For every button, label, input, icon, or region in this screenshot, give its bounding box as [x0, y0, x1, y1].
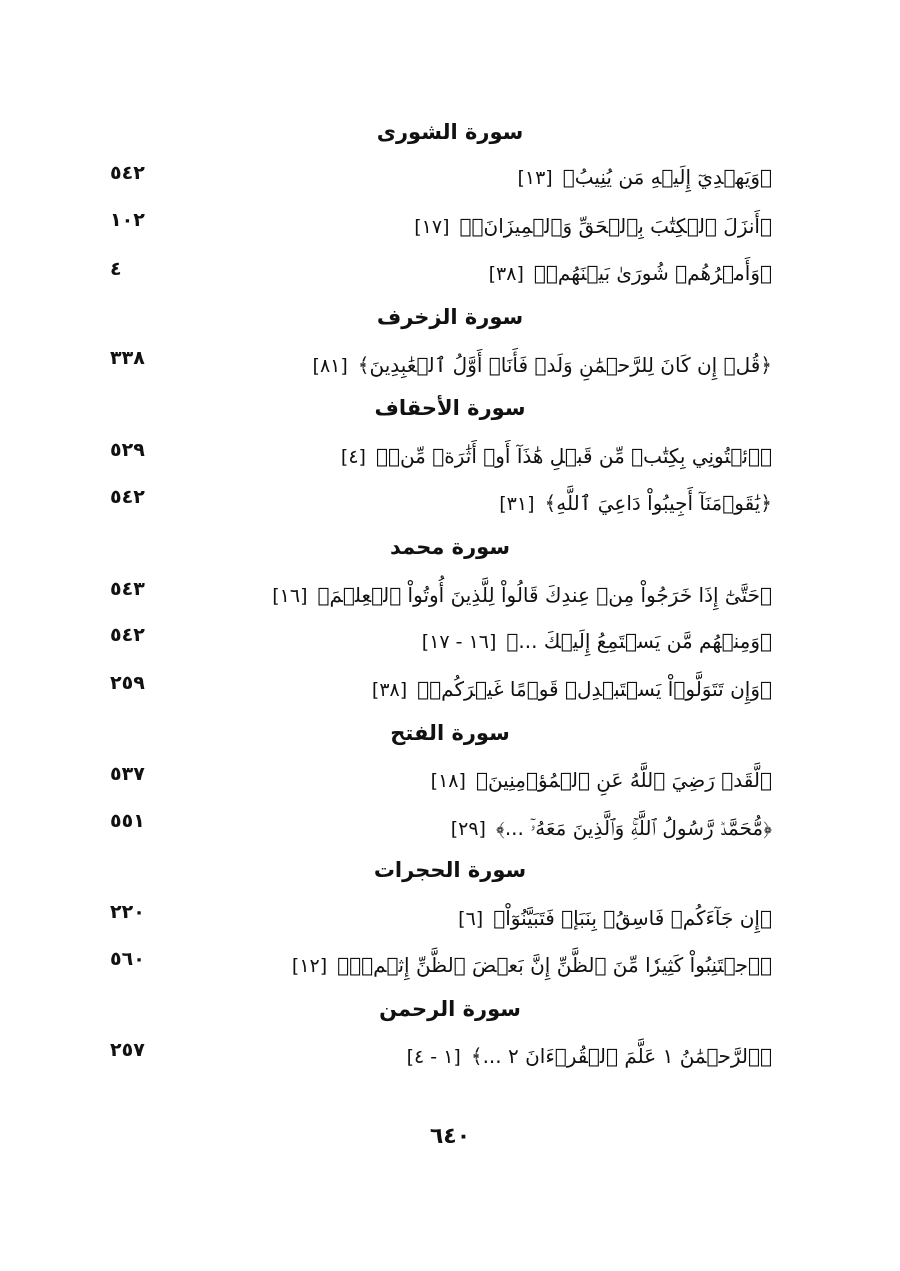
surah-heading: سورة الأحقاف	[374, 396, 526, 420]
verse-ref: [٦]	[458, 908, 484, 930]
surah-heading: سورة محمد	[390, 535, 510, 559]
verse-entry	[212, 1041, 772, 1072]
verse-text: ﴿حَتَّىٰٓ إِذَا خَرَجُواْ مِنۡ عِندِكَ قَالُواْ لِلَّذِينَ أُوتُواْ ٱلۡعِلۡمَ﴾	[317, 583, 772, 607]
verse-text: ﴿وَمِنۡهُم مَّن يَسۡتَمِعُ إِلَيۡكَ ...﴾	[506, 629, 772, 653]
page-ref: ٥٥١	[110, 810, 145, 832]
page-ref: ٥٤٢	[110, 486, 145, 508]
page-ref: ٥٢٩	[110, 439, 145, 461]
verse-ref: [٣٨]	[488, 263, 524, 285]
surah-heading: سورة الشورى	[376, 120, 524, 144]
verse-text: ﴿وَيَهۡدِيٓ إِلَيۡهِ مَن يُنِيبُ﴾	[562, 165, 772, 189]
verse-text: ﴿يَٰقَوۡمَنَآ أَجِيبُواْ دَاعِيَ ٱللَّهِ﴾	[544, 491, 772, 515]
verse-text: ﴿إِن جَآءَكُمۡ فَاسِقُۢ بِنَبَإٖ فَتَبَيَّنُوٓاْ﴾	[493, 906, 772, 930]
verse-entry	[212, 580, 772, 611]
page-ref: ٥٤٢	[110, 624, 145, 646]
verse-ref: [٤]	[340, 446, 366, 468]
verse-ref: [٣١]	[499, 493, 535, 515]
page-ref: ٣٣٨	[110, 347, 145, 369]
verse-ref: [٣٨]	[371, 679, 408, 701]
verse-entry	[212, 350, 772, 381]
verse-entry	[212, 258, 772, 289]
surah-heading: سورة الفتح	[390, 721, 510, 745]
verse-entry	[212, 626, 772, 657]
verse-entry	[212, 162, 772, 193]
page-ref: ٢٢٠	[110, 901, 145, 923]
page-ref: ٥٤٣	[110, 578, 145, 600]
verse-text: ﴿ٱلرَّحۡمَٰنُ ١ عَلَّمَ ٱلۡقُرۡءَانَ ٢ ...﴾	[470, 1044, 772, 1068]
verse-ref: [٢٩]	[450, 818, 486, 840]
verse-entry	[212, 488, 772, 519]
verse-text: ﴿لَّقَدۡ رَضِيَ ٱللَّهُ عَنِ ٱلۡمُؤۡمِنِينَ﴾	[475, 768, 772, 792]
page-ref: ٥٦٠	[110, 948, 145, 970]
verse-text: ﴿قُلۡ إِن كَانَ لِلرَّحۡمَٰنِ وَلَدٞ فَأَنَا۠ أَوَّلُ ٱلۡعَٰبِدِينَ﴾	[357, 353, 772, 377]
verse-entry	[212, 813, 772, 844]
verse-text: ﴿وَإِن تَتَوَلَّوۡاْ يَسۡتَبۡدِلۡ قَوۡمًا غَيۡرَكُمۡ﴾	[417, 677, 772, 701]
page-ref: ٥٤٢	[110, 162, 145, 184]
verse-ref: [١ - ٤]	[406, 1046, 461, 1068]
verse-ref: [١٦ - ١٧]	[421, 631, 497, 653]
verse-text: ﴿أَنزَلَ ٱلۡكِتَٰبَ بِٱلۡحَقِّ وَٱلۡمِيزَانَۗ﴾	[459, 214, 772, 238]
surah-heading: سورة الرحمن	[379, 997, 521, 1021]
page-ref: ٤	[110, 258, 122, 280]
verse-entry	[212, 674, 772, 705]
page-ref: ٢٥٧	[110, 1039, 145, 1061]
verse-entry	[212, 765, 772, 796]
verse-entry	[212, 950, 772, 981]
verse-text: ﴿وَأَمۡرُهُمۡ شُورَىٰ بَيۡنَهُمۡ﴾	[533, 261, 772, 285]
verse-entry	[212, 441, 772, 472]
verse-text: ﴿مُّحَمَّدٞ رَّسُولُ ٱللَّهِۚ وَٱلَّذِينَ مَعَهُۥٓ ...﴾	[495, 816, 772, 840]
verse-ref: [١٧]	[414, 216, 450, 238]
surah-heading: سورة الحجرات	[373, 858, 527, 882]
page-ref: ٥٣٧	[110, 763, 145, 785]
verse-ref: [٨١]	[312, 355, 348, 377]
verse-entry	[212, 903, 772, 934]
verse-ref: [١٣]	[517, 167, 553, 189]
page-number: ٦٤٠	[429, 1124, 471, 1149]
surah-heading: سورة الزخرف	[376, 305, 524, 329]
verse-entry	[212, 211, 772, 242]
verse-text: ﴿ٱئۡتُونِي بِكِتَٰبٖ مِّن قَبۡلِ هَٰذَآ أَوۡ أَثَٰرَةٖ مِّنۡ﴾	[375, 444, 772, 468]
page-ref: ١٠٢	[110, 209, 145, 231]
verse-ref: [١٨]	[430, 770, 466, 792]
page-ref: ٢٥٩	[110, 672, 145, 694]
verse-ref: [١٦]	[272, 585, 308, 607]
verse-text: ﴿ٱجۡتَنِبُواْ كَثِيرٗا مِّنَ ٱلظَّنِّ إِنَّ بَعۡضَ ٱلظَّنِّ إِثۡمٞۖ﴾	[337, 953, 772, 977]
verse-ref: [١٢]	[291, 955, 328, 977]
